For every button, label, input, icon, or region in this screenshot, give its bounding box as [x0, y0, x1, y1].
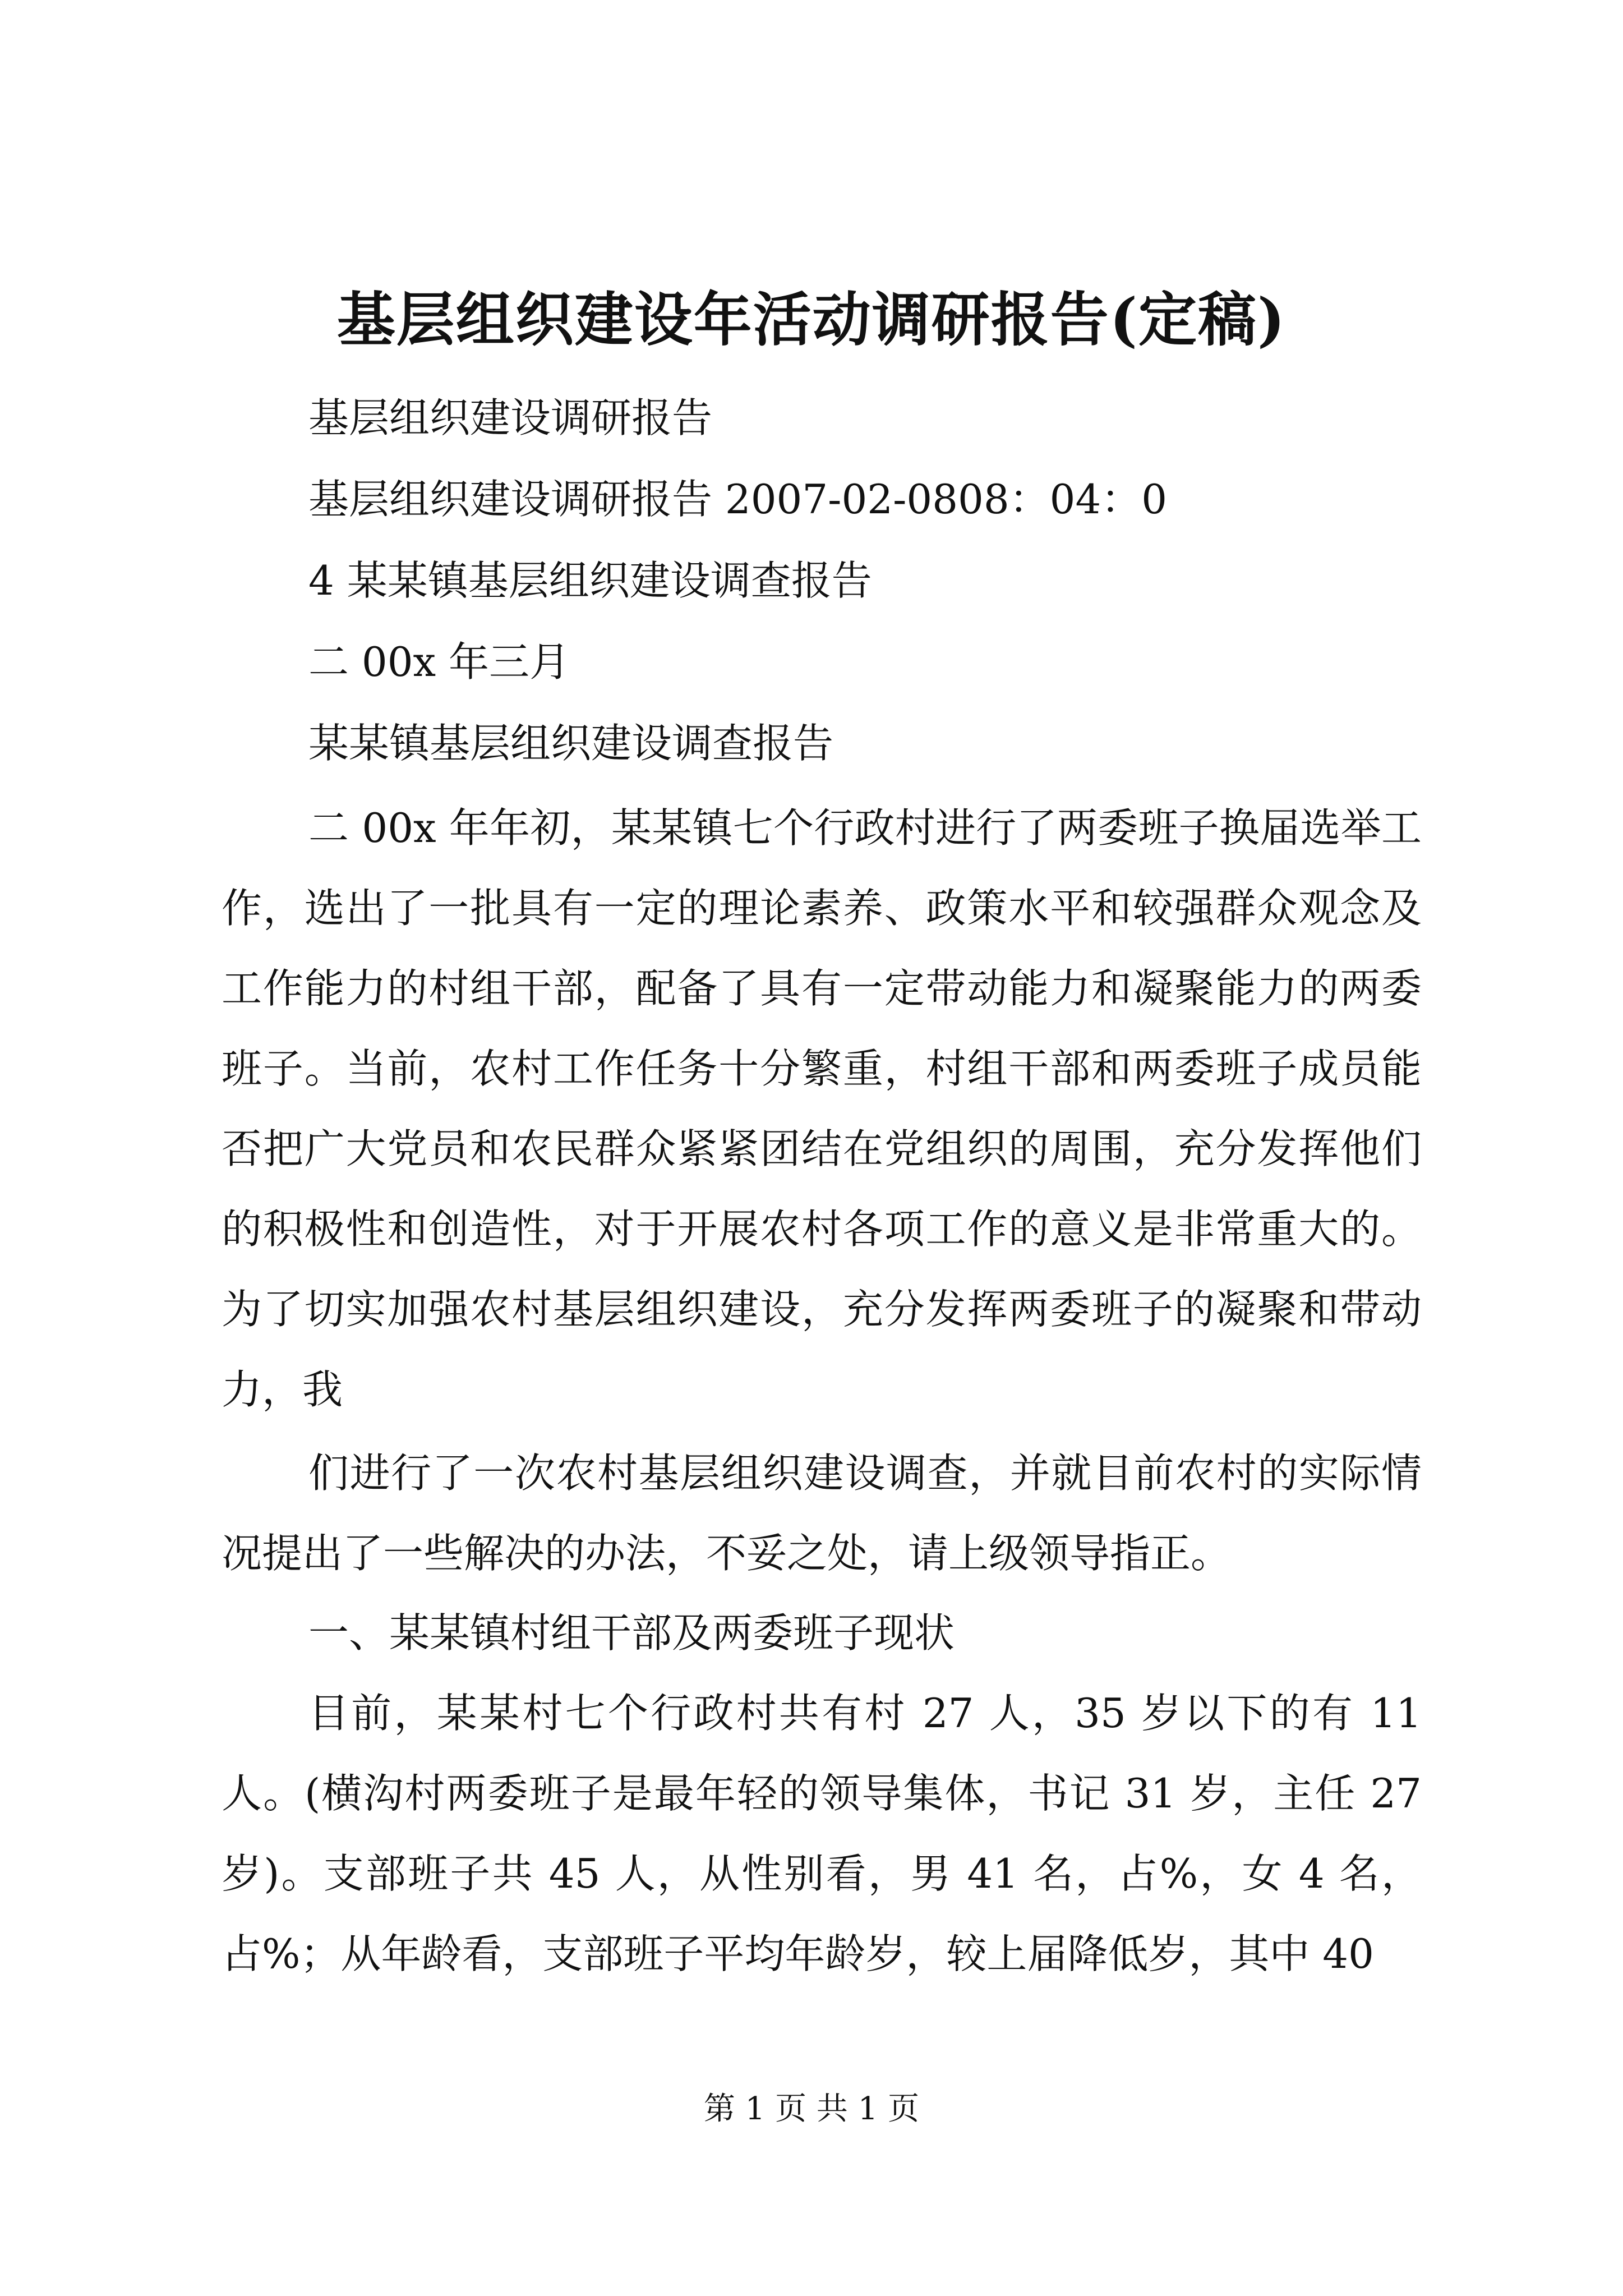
- document-title: 基层组织建设年活动调研报告(定稿): [336, 285, 1287, 354]
- text-line: 基层组织建设调研报告: [308, 394, 713, 441]
- paragraph: 二 00x 年年初，某某镇七个行政村进行了两委班子换届选举工作，选出了一批具有一定的理论素养、政策水平和较强群众观念及工作能力的村组干部，配备了具有一定带动能力和凝聚能力的两委班子。当前，农村工作任务十分繁重，村组干部和两委班子成员能否把广大党员和农民群众紧紧团结在党组织的周围，充分发挥他们的积极性和创造性，对于开展农村各项工作的意义是非常重大的。为了切实加强农村基层组织建设，充分发挥两委班子的凝聚和带动力，我: [222, 804, 1422, 1413]
- page-footer: 第 1 页 共 1 页: [703, 2091, 920, 2127]
- text-line: 基层组织建设调研报告 2007-02-0808：04：0: [308, 476, 1168, 523]
- text-line: 4 某某镇基层组织建设调查报告: [308, 557, 872, 604]
- section-heading: 一、某某镇村组干部及两委班子现状: [308, 1609, 955, 1657]
- paragraph: 们进行了一次农村基层组织建设调查，并就目前农村的实际情况提出了一些解决的办法，不妥之处，请上级领导指正。: [222, 1450, 1422, 1577]
- text-line: 二 00x 年三月: [308, 638, 570, 685]
- text-line: 某某镇基层组织建设调查报告: [308, 720, 834, 767]
- paragraph: 目前，某某村七个行政村共有村 27 人，35 岁以下的有 11 人。(横沟村两委班子是最年轻的领导集体，书记 31 岁，主任 27 岁)。支部班子共 45 人，从性别看，男 41 名，占%，女 4 名，占%；从年龄看，支部班子平均年龄岁，较上届降低岁，其中 40: [222, 1690, 1422, 1977]
